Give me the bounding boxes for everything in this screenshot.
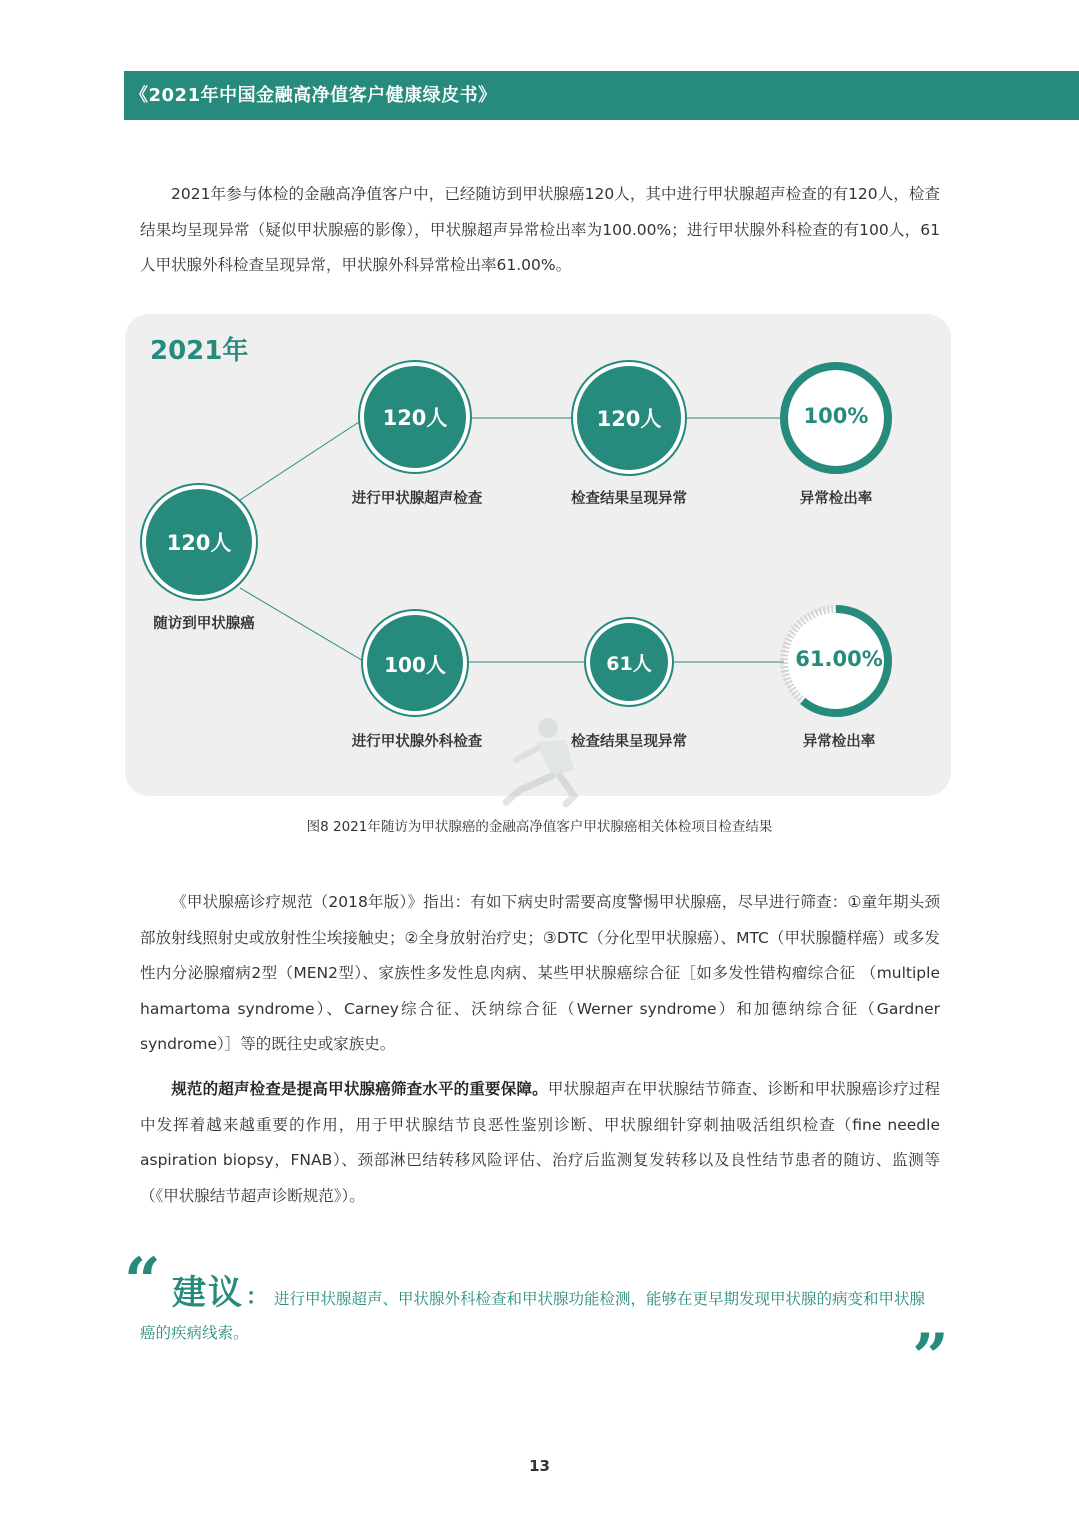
- ultrasound-paragraph-text: 甲状腺超声在甲状腺结节筛查、诊断和甲状腺癌诊疗过程中发挥着越来越重要的作用，用于甲状腺结节良恶性鉴别诊断、甲状腺细针穿刺抽吸活组织检查（fine needle aspiration biopsy，FNAB）、颈部淋巴结转移风险评估、治疗后监测复发转移以及良性结节患者的随访、监测等（《甲状腺结节超声诊断规范》）。: [140, 1080, 940, 1205]
- page-number: 13: [529, 1457, 550, 1475]
- guideline-paragraph: [140, 885, 940, 1063]
- node-surgical-examined-value: 100人: [384, 652, 446, 677]
- node-ultrasound-examined-label: 进行甲状腺超声检查: [351, 491, 483, 507]
- node-surgical-abnormal-label: 检查结果呈现异常: [571, 734, 687, 750]
- node-ultrasound-abnormal-label: 检查结果呈现异常: [571, 491, 687, 507]
- advice-block: [140, 1273, 940, 1350]
- node-root-value: 120人: [166, 531, 232, 555]
- ring-surgical-value: 61.00%: [795, 647, 883, 671]
- advice-colon: ：: [246, 1285, 269, 1310]
- node-ultrasound-examined: [364, 366, 466, 468]
- open-quote-mark: “: [124, 1244, 161, 1319]
- node-surgical-abnormal: [590, 623, 668, 701]
- ultrasound-paragraph-bold: 规范的超声检查是提高甲状腺癌筛查水平的重要保障。: [171, 1080, 548, 1098]
- node-ultrasound-examined-value: 120人: [382, 406, 448, 430]
- node-ultrasound-abnormal: [577, 366, 681, 470]
- ring-ultrasound-label: 异常检出率: [799, 491, 873, 507]
- ultrasound-paragraph: [140, 1072, 940, 1214]
- figure-caption: 图8 2021年随访为甲状腺癌的金融高净值客户甲状腺癌相关体检项目检查结果: [306, 819, 773, 835]
- node-surgical-examined: [367, 615, 463, 711]
- close-quote-mark: ”: [912, 1320, 949, 1395]
- node-root: [146, 489, 252, 595]
- intro-text: 2021年参与体检的金融高净值客户中，已经随访到甲状腺癌120人，其中进行甲状腺超声检查的有120人，检查结果均呈现异常（疑似甲状腺癌的影像），甲状腺超声异常检出率为100.00%；进行甲状腺外科检查的有100人，61人甲状腺外科检查呈现异常，甲状腺外科异常检出率61.00%。: [140, 185, 940, 274]
- node-surgical-abnormal-value: 61人: [606, 652, 652, 675]
- ring-ultrasound-value: 100%: [803, 404, 869, 428]
- header-title: 《2021年中国金融高净值客户健康绿皮书》: [124, 71, 1079, 120]
- figure-year: 2021年: [150, 336, 249, 366]
- node-surgical-examined-label: 进行甲状腺外科检查: [351, 734, 483, 750]
- node-ultrasound-abnormal-value: 120人: [596, 407, 662, 431]
- node-root-label: 随访到甲状腺癌: [153, 616, 255, 632]
- guideline-text: 《甲状腺癌诊疗规范（2018年版）》指出：有如下病史时需要高度警惕甲状腺癌，尽早进行筛查：①童年期头颈部放射线照射史或放射性尘埃接触史；②全身放射治疗史；③DTC（分化型甲状腺癌）、MTC（甲状腺髓样癌）或多发性内分泌腺瘤病2型（MEN2型）、家族性多发性息肉病、某些甲状腺癌综合征［如多发性错构瘤综合征 （multiple hamartoma syndrome）、Carney综合征、沃纳综合征（Werner syndrome）和加德纳综合征（Gardner syndrome）］等的既往史或家族史。: [140, 893, 940, 1053]
- ring-surgical-label: 异常检出率: [802, 734, 876, 750]
- advice-title: 建议: [172, 1273, 244, 1313]
- advice-text: 进行甲状腺超声、甲状腺外科检查和甲状腺功能检测，能够在更早期发现甲状腺的病变和甲状腺癌的疾病线索。: [140, 1290, 926, 1342]
